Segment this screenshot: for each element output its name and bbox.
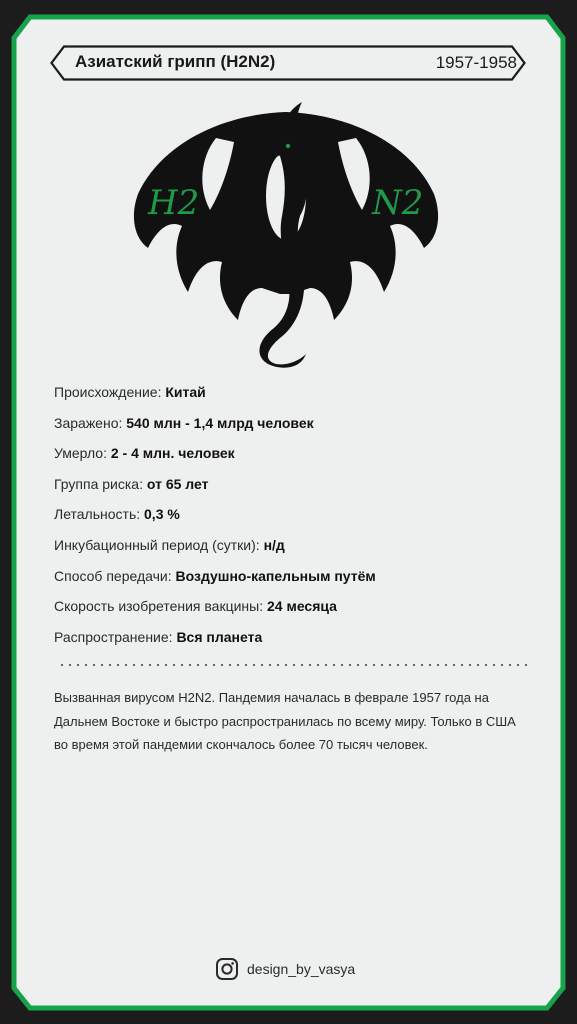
dragon-emblem xyxy=(130,98,442,370)
fact-label: Группа риска: xyxy=(54,475,147,492)
years-range: 1957-1958 xyxy=(435,53,517,72)
description-text: Вызванная вирусом H2N2. Пандемия началась в феврале 1957 года на Дальнем Востоке и быстро распространилась по всему миру. Только в США во время этой пандемии скончалось более 70 тысяч человек. xyxy=(54,690,516,752)
fact-value: 540 млн - 1,4 млрд человек xyxy=(126,414,314,431)
fact-value: Вся планета xyxy=(176,628,263,645)
fact-label: Летальность: xyxy=(54,506,145,523)
fact-label: Происхождение: xyxy=(54,384,166,400)
fact-item xyxy=(54,533,534,564)
emblem-left-text: H2 xyxy=(148,183,200,223)
footer xyxy=(215,955,355,983)
fact-value: Воздушно-капельным путём xyxy=(175,567,376,584)
fact-label: Заражено: xyxy=(54,414,127,431)
fact-value: от 65 лет xyxy=(146,475,209,492)
facts-list xyxy=(54,380,534,655)
author-handle[interactable]: design_by_vasya xyxy=(247,961,356,977)
fact-item xyxy=(54,472,534,503)
fact-item xyxy=(54,411,534,442)
fact-item xyxy=(54,441,534,472)
fact-item xyxy=(54,564,534,595)
fact-label: Инкубационный период (сутки): xyxy=(54,536,264,553)
fact-label: Способ передачи: xyxy=(54,567,176,584)
instagram-icon[interactable] xyxy=(215,957,239,981)
fact-value: 0,3 % xyxy=(144,506,180,523)
fact-value: Китай xyxy=(165,384,206,400)
fact-item xyxy=(54,380,534,411)
emblem-right-text: N2 xyxy=(372,183,424,223)
fact-label: Скорость изобретения вакцины: xyxy=(54,598,268,615)
fact-label: Распространение: xyxy=(54,628,177,645)
page-title: Азиатский грипп (H2N2) xyxy=(75,52,276,71)
fact-value: 24 месяца xyxy=(267,598,337,615)
dotted-divider xyxy=(58,664,528,666)
fact-item xyxy=(54,625,534,656)
fact-value: н/д xyxy=(263,536,285,553)
fact-item xyxy=(54,594,534,625)
fact-value: 2 - 4 млн. человек xyxy=(110,445,235,462)
fact-label: Умерло: xyxy=(54,445,111,462)
fact-item xyxy=(54,502,534,533)
